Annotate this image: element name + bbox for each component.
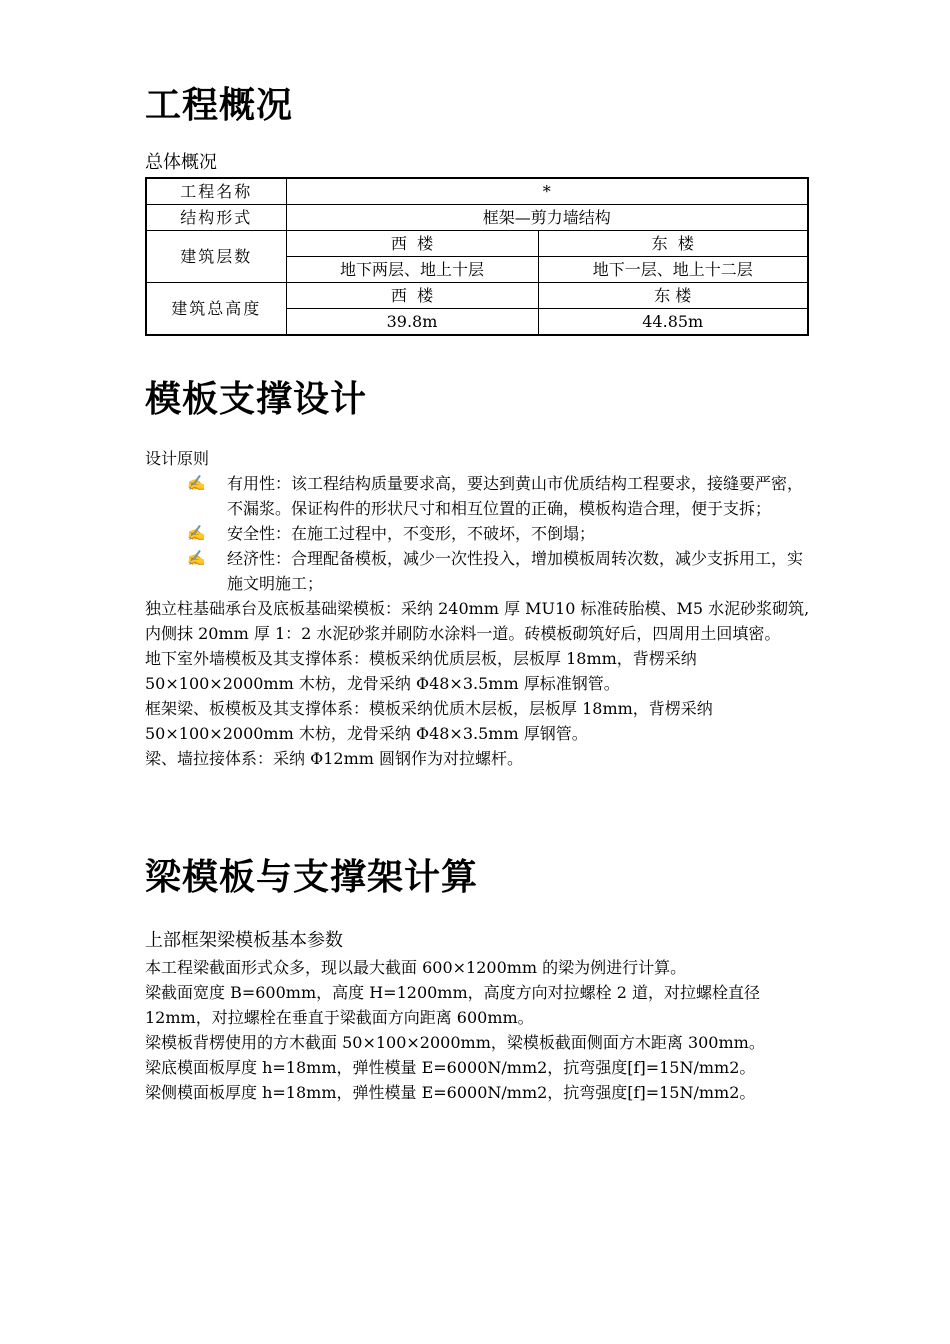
section-title-design: 模板支撑设计 (145, 379, 368, 420)
list-item-text: 有用性：该工程结构质量要求高，要达到黄山市优质结构工程要求，接缝要严密，不漏浆。保证构件的形状尺寸和相互位置的正确，模板构造合理，便于支拆； (227, 474, 804, 518)
table-cell-header: 西 楼 (286, 231, 538, 257)
writing-hand-icon: ✍ (187, 524, 206, 542)
section-title-calc: 梁模板与支撑架计算 (145, 857, 479, 898)
paragraph: 独立柱基础承台及底板基础梁模板：采纳 240mm 厚 MU10 标准砖胎模、M5 水泥砂浆砌筑,内侧抹 20mm 厚 1：2 水泥砂浆并刷防水涂料一道。砖模板砌筑好后，四周用土回填密。 (145, 599, 810, 643)
table-cell-value: * (286, 178, 808, 205)
section-title-overview: 工程概况 (145, 85, 294, 126)
paragraph: 地下室外墙模板及其支撑体系：模板采纳优质层板，层板厚 18mm，背楞采纳50×100×2000mm 木枋，龙骨采纳 Φ48×3.5mm 厚标准钢管。 (145, 649, 697, 693)
subsection-title-overview: 总体概况 (145, 152, 217, 173)
table-cell-value: 框架—剪力墙结构 (286, 205, 808, 231)
table-cell-header: 西 楼 (286, 283, 538, 309)
design-section (145, 446, 815, 771)
list-item-text: 经济性：合理配备模板，减少一次性投入，增加模板周转次数，减少支拆用工，实施文明施工； (227, 549, 804, 593)
calc-section (145, 927, 815, 1105)
table-cell-label: 工程名称 (146, 178, 286, 205)
table-cell-value: 39.8m (286, 309, 538, 336)
paragraph: 框架梁、板模板及其支撑体系：模板采纳优质木层板，层板厚 18mm，背楞采纳 50×100×2000mm 木枋，龙骨采纳 Φ48×3.5mm 厚钢管。 (145, 699, 713, 743)
paragraph: 梁截面宽度 B=600mm，高度 H=1200mm，高度方向对拉螺栓 2 道，对拉螺栓直径 12mm，对拉螺栓在垂直于梁截面方向距离 600mm。 (145, 983, 760, 1027)
table-cell-value: 地下两层、地上十层 (286, 257, 538, 283)
table-row (146, 231, 808, 257)
table-cell-header: 东 楼 (538, 231, 808, 257)
paragraph: 本工程梁截面形式众多，现以最大截面 600×1200mm 的梁为例进行计算。 (145, 958, 687, 977)
paragraph: 梁底模面板厚度 h=18mm，弹性模量 E=6000N/mm2，抗弯强度[f]=15N/mm2。 (145, 1058, 756, 1077)
paragraph: 梁侧模面板厚度 h=18mm，弹性模量 E=6000N/mm2，抗弯强度[f]=15N/mm2。 (145, 1083, 756, 1102)
overview-table (145, 177, 809, 336)
paragraph: 梁模板背楞使用的方木截面 50×100×2000mm，梁模板截面侧面方木距离 300mm。 (145, 1033, 765, 1052)
table-cell-value: 地下一层、地上十二层 (538, 257, 808, 283)
list-item (145, 521, 815, 546)
table-row (146, 178, 808, 205)
list-item (145, 471, 815, 521)
design-principle-heading: 设计原则 (145, 449, 210, 468)
table-cell-label: 结构形式 (146, 205, 286, 231)
table-cell-label: 建筑层数 (146, 231, 286, 283)
table-row (146, 205, 808, 231)
list-item (145, 546, 815, 596)
table-cell-value: 44.85m (538, 309, 808, 336)
table-cell-label: 建筑总高度 (146, 283, 286, 336)
table-row (146, 283, 808, 309)
writing-hand-icon: ✍ (187, 474, 206, 492)
writing-hand-icon: ✍ (187, 549, 206, 567)
table-cell-header: 东 楼 (538, 283, 808, 309)
list-item-text: 安全性：在施工过程中，不变形，不破坏，不倒塌； (227, 524, 596, 543)
subsection-title-calc: 上部框架梁模板基本参数 (145, 930, 343, 951)
paragraph: 梁、墙拉接体系：采纳 Φ12mm 圆钢作为对拉螺杆。 (145, 749, 523, 768)
